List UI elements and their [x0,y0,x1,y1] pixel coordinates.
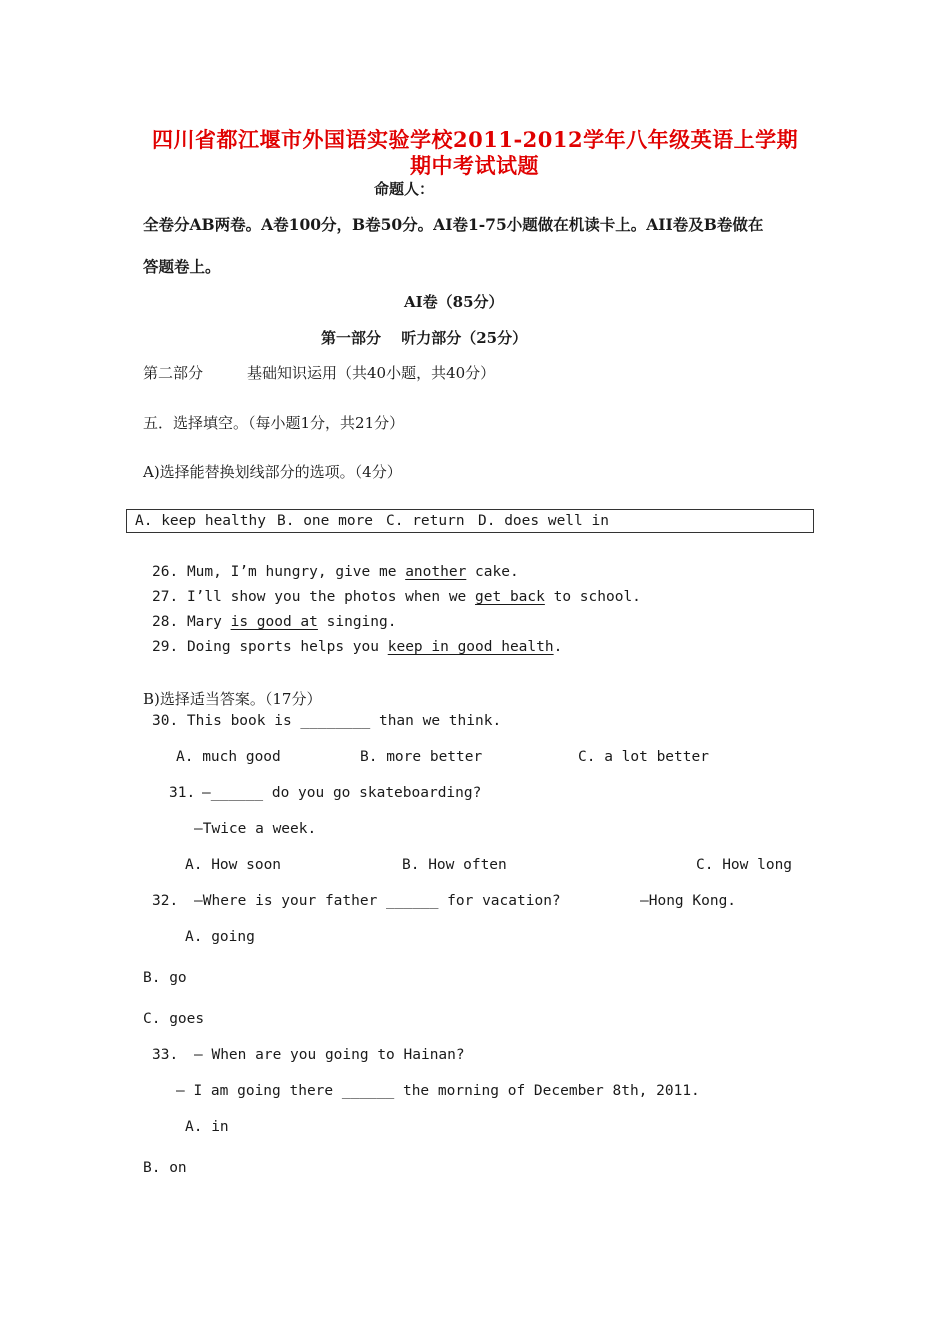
q30-option-b: B. more better [360,749,483,765]
section-a-heading: A)选择能替换划线部分的选项。（4分） [143,463,402,481]
intro-line1: 全卷分AB两卷。A卷100分，B卷50分。AI卷1-75小题做在机读卡上。AII卷及B卷做在 [143,215,764,234]
option-a: A. keep healthy [135,513,266,529]
q33-option-a: A. in [185,1119,229,1135]
question-number: 27. [152,589,179,605]
underlined-phrase: is good at [230,614,318,630]
author-label: 命题人： [374,180,435,198]
question-text-end: to school. [544,589,641,605]
q33-line1: — When are you going to Hainan? [194,1047,465,1063]
question-text: Mary [186,614,231,630]
option-c: C. return [386,513,465,529]
q32-option-a: A. going [185,929,255,945]
question-text: Mum, I’m hungry, give me [186,564,406,580]
q30-option-c: C. a lot better [578,749,709,765]
q32-reply: —Hong Kong. [640,893,737,909]
part-two-text: 基础知识运用（共40小题，共40分） [247,364,496,382]
q32-option-c: C. goes [143,1011,205,1027]
option-b: B. one more [277,513,374,529]
question-30: 30. This book is ________ than we think. [152,713,502,729]
part-one-heading: 第一部分 听力部分（25分） [321,329,528,347]
q33-number: 33. [152,1047,179,1063]
option-box [126,509,814,533]
question-text-end: . [553,639,563,655]
q31-line1: —______ do you go skateboarding? [202,785,482,801]
page-title-line2: 期中考试试题 [410,153,539,178]
q31-option-c: C. How long [696,857,793,873]
question-number: 29. [152,639,179,655]
question-29 [152,639,562,655]
question-text-end: singing. [317,614,397,630]
page-title-line1: 四川省都江堰市外国语实验学校2011-2012学年八年级英语上学期 [152,127,799,152]
q33-option-b: B. on [143,1160,187,1176]
q32-number: 32. [152,893,179,909]
part-two-label: 第二部分 [143,364,204,382]
question-number: 28. [152,614,179,630]
q31-option-a: A. How soon [185,857,282,873]
underlined-phrase: keep in good health [387,639,554,655]
section-ai-heading: AI卷（85分） [404,293,504,311]
question-27 [152,589,641,605]
option-d: D. does well in [478,513,609,529]
underlined-phrase: get back [475,589,545,605]
question-text: Doing sports helps you [186,639,388,655]
q32-stem: —Where is your father ______ for vacation? [194,893,561,909]
question-28 [152,614,396,630]
q33-line2: — I am going there ______ the morning of December 8th, 2011. [176,1083,700,1099]
question-text: I’ll show you the photos when we [186,589,476,605]
underlined-phrase: another [405,564,467,580]
question-text-end: cake. [466,564,519,580]
question-number: 26. [152,564,179,580]
q31-option-b: B. How often [402,857,507,873]
section-b-heading: B)选择适当答案。（17分） [143,690,322,708]
q32-option-b: B. go [143,970,187,986]
question-26 [152,564,519,580]
section-five-heading: 五．选择填空。（每小题1分，共21分） [143,414,405,432]
q31-number: 31. [169,785,196,801]
q31-line2: —Twice a week. [194,821,317,837]
q30-option-a: A. much good [176,749,281,765]
intro-line2: 答题卷上。 [143,257,221,276]
